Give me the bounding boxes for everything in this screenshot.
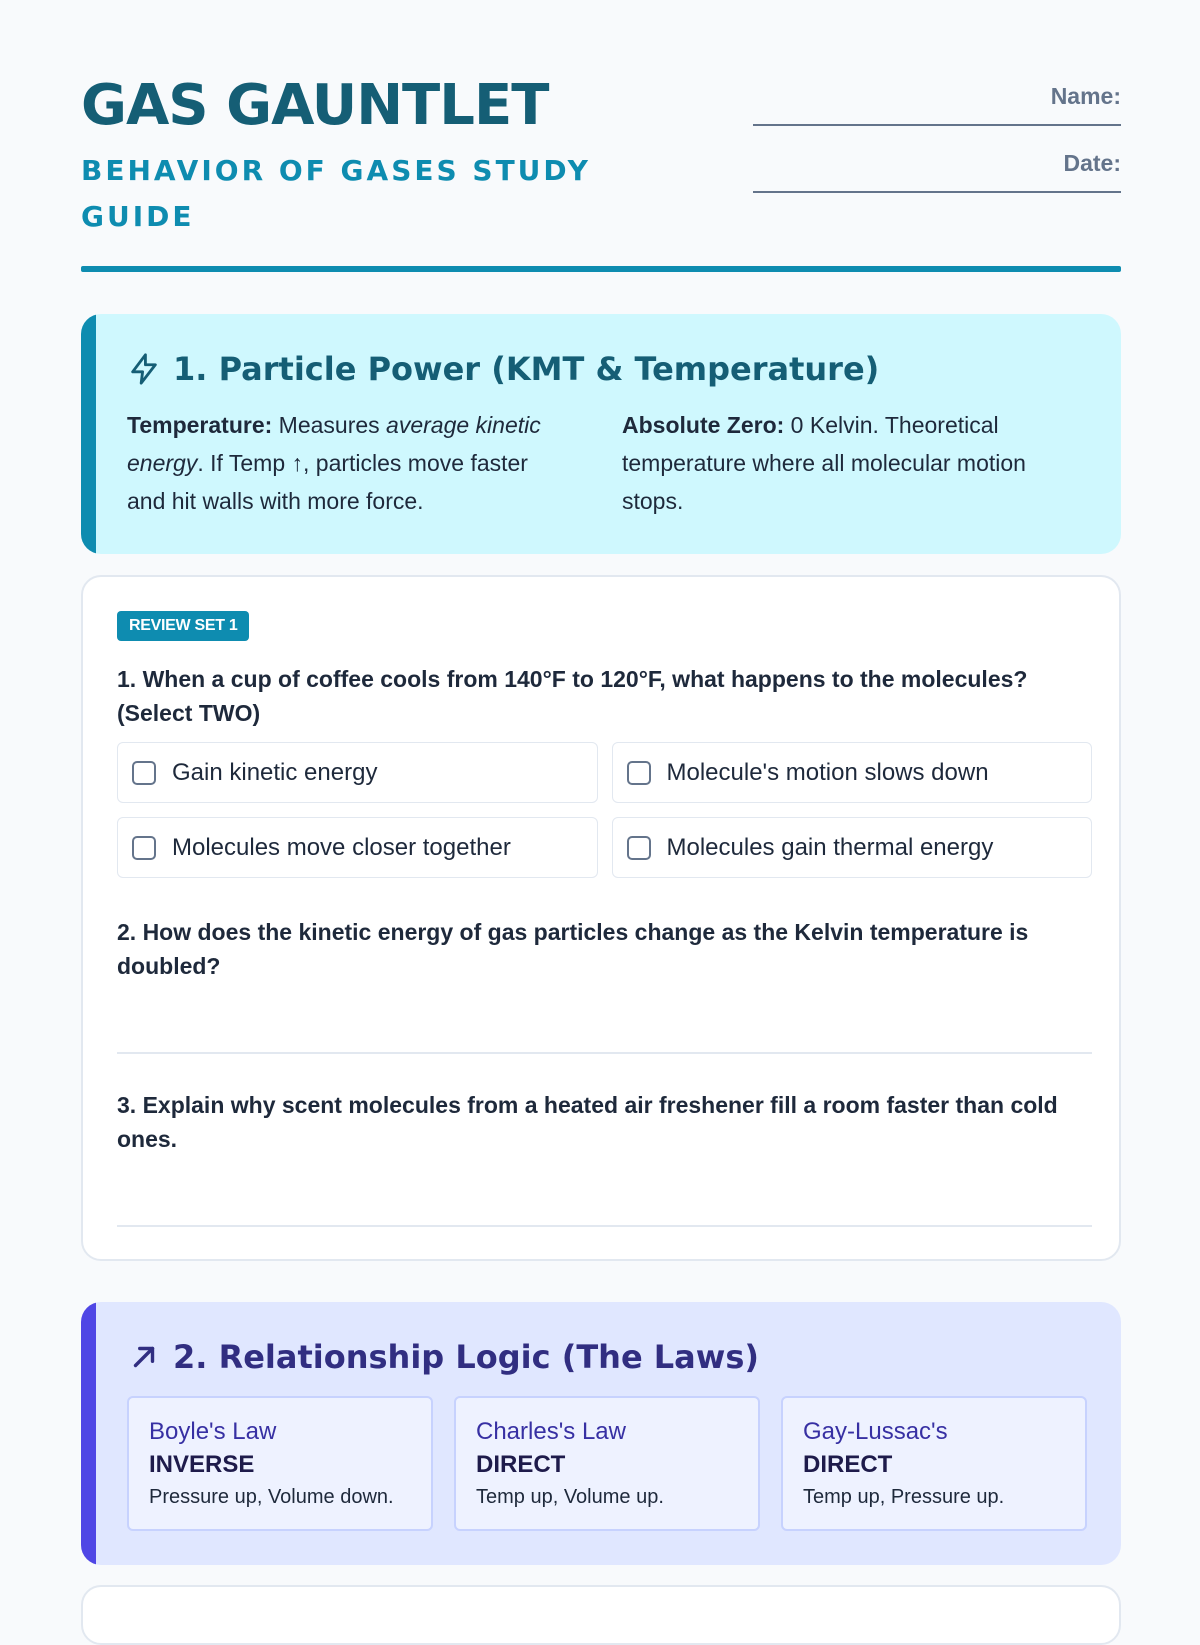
- question-1: 1. When a cup of coffee cools from 140°F to 120°F, what happens to the molecules? (Select TWO): [117, 666, 1028, 726]
- date-row: [753, 149, 1121, 198]
- date-line[interactable]: [753, 177, 1121, 193]
- option-label: Molecule's motion slows down: [666, 758, 989, 786]
- law-type: DIRECT: [803, 1451, 893, 1478]
- arrow-up-right-icon: [127, 1340, 161, 1374]
- temperature-definition: [127, 406, 572, 520]
- name-line[interactable]: [753, 110, 1121, 126]
- question-3-answer-line[interactable]: [117, 1225, 1092, 1227]
- panel-accent-bar: [81, 1302, 96, 1565]
- law-name: Charles's Law: [476, 1418, 626, 1445]
- section-2-heading: [127, 1338, 759, 1376]
- law-card-gay-lussac: [781, 1396, 1087, 1531]
- law-description: Temp up, Pressure up.: [803, 1486, 1005, 1508]
- name-row: [753, 82, 1121, 131]
- checkbox[interactable]: [132, 836, 156, 860]
- question-2-answer-line[interactable]: [117, 1052, 1092, 1054]
- section-1-heading: [127, 350, 879, 388]
- panel-accent-bar: [81, 314, 96, 554]
- absolute-zero-text: 0 Kelvin. Theoretical temperature where all molecular motion stops.: [622, 412, 1026, 514]
- question-1-options: [117, 742, 1092, 878]
- review-badge: REVIEW SET 1: [117, 611, 249, 641]
- option-gain-kinetic-energy[interactable]: [117, 742, 598, 803]
- checkbox[interactable]: [132, 761, 156, 785]
- gas-laws-panel: [81, 1302, 1121, 1565]
- temperature-text-2: . If Temp ↑, particles move faster and hit walls with more force.: [127, 450, 528, 514]
- option-label: Gain kinetic energy: [172, 758, 378, 786]
- law-type: INVERSE: [149, 1451, 255, 1478]
- option-gain-thermal-energy[interactable]: [612, 817, 1093, 878]
- date-label: Date:: [1063, 150, 1121, 176]
- lightning-icon: [127, 352, 161, 386]
- law-description: Temp up, Volume up.: [476, 1486, 664, 1508]
- header-divider: [81, 266, 1121, 272]
- option-motion-slows-down[interactable]: [612, 742, 1093, 803]
- option-move-closer-together[interactable]: [117, 817, 598, 878]
- law-name: Boyle's Law: [149, 1418, 277, 1445]
- question-3: 3. Explain why scent molecules from a heated air freshener fill a room faster than cold ones.: [117, 1092, 1058, 1152]
- law-type: DIRECT: [476, 1451, 566, 1478]
- concept-columns: [127, 406, 1067, 520]
- option-label: Molecules gain thermal energy: [666, 833, 994, 861]
- page-subtitle: BEHAVIOR OF GASES STUDY GUIDE: [81, 154, 591, 233]
- section-2-title: 2. Relationship Logic (The Laws): [173, 1338, 759, 1376]
- review-set-card: [81, 575, 1121, 1261]
- law-description: Pressure up, Volume down.: [149, 1486, 394, 1508]
- law-card-charles: [454, 1396, 760, 1531]
- study-guide-page: [81, 0, 1121, 1508]
- header: [81, 0, 1121, 276]
- temperature-term: Temperature:: [127, 412, 273, 438]
- kmt-temperature-panel: [81, 314, 1121, 554]
- question-2: 2. How does the kinetic energy of gas particles change as the Kelvin temperature is doubled?: [117, 919, 1029, 979]
- law-cards: [127, 1396, 1087, 1531]
- checkbox[interactable]: [627, 836, 651, 860]
- section-1-title: 1. Particle Power (KMT & Temperature): [173, 350, 880, 388]
- next-review-card: [81, 1585, 1121, 1645]
- option-label: Molecules move closer together: [172, 833, 511, 861]
- absolute-zero-definition: [622, 406, 1067, 520]
- law-name: Gay-Lussac's: [803, 1418, 948, 1445]
- law-card-boyle: [127, 1396, 433, 1531]
- temperature-emphasis: average kinetic energy: [127, 412, 541, 476]
- checkbox[interactable]: [627, 761, 651, 785]
- student-info: [753, 82, 1121, 216]
- name-label: Name:: [1050, 83, 1121, 109]
- absolute-zero-term: Absolute Zero:: [622, 412, 785, 438]
- temperature-text-1: Measures: [278, 412, 380, 438]
- page-title: GAS GAUNTLET: [81, 73, 549, 138]
